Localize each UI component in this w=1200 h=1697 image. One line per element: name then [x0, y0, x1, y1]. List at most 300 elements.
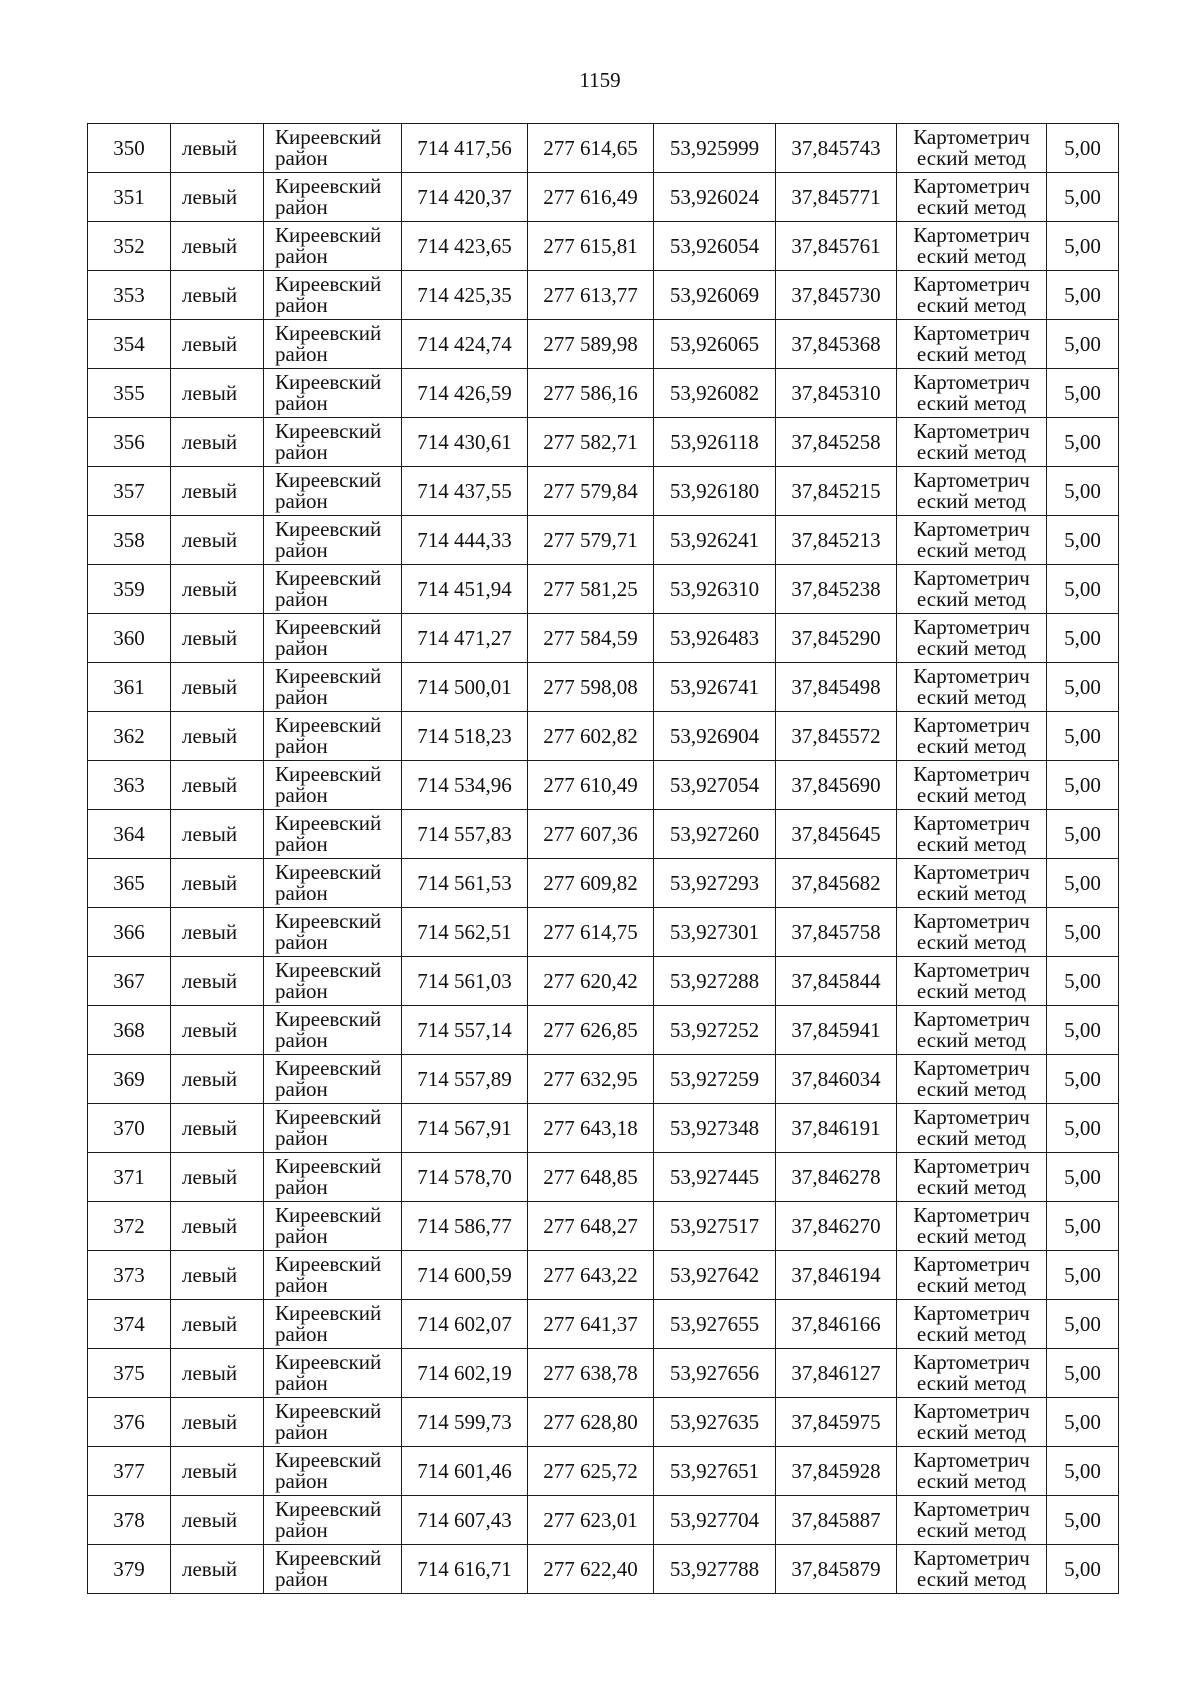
latitude-cell: 53,926483	[654, 614, 776, 663]
table-row	[88, 663, 1119, 712]
latitude-cell: 53,926024	[654, 173, 776, 222]
method-cell-line: Картометрич	[913, 272, 1030, 296]
longitude-cell: 37,845879	[776, 1545, 897, 1594]
method-cell	[897, 663, 1047, 712]
method-cell-line: Картометрич	[913, 1007, 1030, 1031]
district-cell-line: район	[275, 1175, 328, 1199]
longitude-cell: 37,845844	[776, 957, 897, 1006]
table-row	[88, 712, 1119, 761]
method-cell-line: Картометрич	[913, 125, 1030, 149]
method-cell-line: Картометрич	[913, 811, 1030, 835]
accuracy-cell: 5,00	[1047, 1349, 1119, 1398]
district-cell-line: Киреевский	[275, 860, 382, 884]
district-cell-line: Киреевский	[275, 125, 382, 149]
method-cell-line: Картометрич	[913, 1301, 1030, 1325]
method-cell	[897, 1398, 1047, 1447]
longitude-cell: 37,845290	[776, 614, 897, 663]
point-number-cell: 355	[88, 369, 171, 418]
district-cell-line: район	[275, 1273, 328, 1297]
method-cell-line: еский метод	[916, 244, 1027, 268]
bank-side-cell: левый	[171, 1447, 264, 1496]
bank-side-cell: левый	[171, 712, 264, 761]
bank-side-cell: левый	[171, 1006, 264, 1055]
table-row	[88, 761, 1119, 810]
method-cell-line: еский метод	[916, 342, 1027, 366]
accuracy-cell: 5,00	[1047, 1153, 1119, 1202]
district-cell-line: район	[275, 832, 328, 856]
accuracy-cell: 5,00	[1047, 418, 1119, 467]
point-number-cell: 379	[88, 1545, 171, 1594]
district-cell-line: Киреевский	[275, 468, 382, 492]
district-cell-line: район	[275, 930, 328, 954]
method-cell-line: Картометрич	[913, 664, 1030, 688]
method-cell	[897, 369, 1047, 418]
coordinate-x-cell: 714 424,74	[402, 320, 528, 369]
method-cell	[897, 1006, 1047, 1055]
coordinate-y-cell: 277 584,59	[528, 614, 654, 663]
method-cell-line: еский метод	[916, 391, 1027, 415]
latitude-cell: 53,927642	[654, 1251, 776, 1300]
district-cell	[264, 1006, 402, 1055]
coordinate-y-cell: 277 613,77	[528, 271, 654, 320]
latitude-cell: 53,927788	[654, 1545, 776, 1594]
district-cell-line: район	[275, 195, 328, 219]
method-cell	[897, 859, 1047, 908]
coordinate-y-cell: 277 643,18	[528, 1104, 654, 1153]
method-cell-line: еский метод	[916, 146, 1027, 170]
district-cell-line: Киреевский	[275, 909, 382, 933]
bank-side-cell: левый	[171, 320, 264, 369]
method-cell-line: еский метод	[916, 1273, 1027, 1297]
coordinate-x-cell: 714 444,33	[402, 516, 528, 565]
coordinate-y-cell: 277 616,49	[528, 173, 654, 222]
coordinate-y-cell: 277 586,16	[528, 369, 654, 418]
accuracy-cell: 5,00	[1047, 1447, 1119, 1496]
point-number-cell: 364	[88, 810, 171, 859]
latitude-cell: 53,927655	[654, 1300, 776, 1349]
district-cell-line: Киреевский	[275, 1399, 382, 1423]
district-cell-line: Киреевский	[275, 223, 382, 247]
district-cell-line: район	[275, 1420, 328, 1444]
method-cell	[897, 712, 1047, 761]
point-number-cell: 361	[88, 663, 171, 712]
method-cell	[897, 761, 1047, 810]
district-cell-line: Киреевский	[275, 713, 382, 737]
method-cell-line: Картометрич	[913, 1497, 1030, 1521]
accuracy-cell: 5,00	[1047, 271, 1119, 320]
method-cell	[897, 957, 1047, 1006]
district-cell-line: Киреевский	[275, 1497, 382, 1521]
accuracy-cell: 5,00	[1047, 1251, 1119, 1300]
method-cell-line: еский метод	[916, 636, 1027, 660]
district-cell	[264, 1153, 402, 1202]
method-cell-line: еский метод	[916, 832, 1027, 856]
district-cell-line: Киреевский	[275, 272, 382, 296]
bank-side-cell: левый	[171, 761, 264, 810]
table-row	[88, 1006, 1119, 1055]
accuracy-cell: 5,00	[1047, 222, 1119, 271]
point-number-cell: 362	[88, 712, 171, 761]
longitude-cell: 37,846194	[776, 1251, 897, 1300]
latitude-cell: 53,927288	[654, 957, 776, 1006]
method-cell-line: Картометрич	[913, 174, 1030, 198]
bank-side-cell: левый	[171, 271, 264, 320]
method-cell	[897, 614, 1047, 663]
longitude-cell: 37,845572	[776, 712, 897, 761]
district-cell-line: район	[275, 489, 328, 513]
district-cell-line: Киреевский	[275, 1154, 382, 1178]
district-cell-line: Киреевский	[275, 1252, 382, 1276]
district-cell	[264, 1545, 402, 1594]
bank-side-cell: левый	[171, 1398, 264, 1447]
method-cell-line: еский метод	[916, 489, 1027, 513]
accuracy-cell: 5,00	[1047, 1545, 1119, 1594]
table-row	[88, 859, 1119, 908]
accuracy-cell: 5,00	[1047, 1055, 1119, 1104]
district-cell-line: район	[275, 881, 328, 905]
district-cell-line: Киреевский	[275, 1546, 382, 1570]
district-cell	[264, 271, 402, 320]
district-cell-line: Киреевский	[275, 174, 382, 198]
district-cell-line: район	[275, 1126, 328, 1150]
method-cell-line: еский метод	[916, 1175, 1027, 1199]
longitude-cell: 37,845682	[776, 859, 897, 908]
district-cell-line: Киреевский	[275, 566, 382, 590]
method-cell	[897, 1202, 1047, 1251]
coordinate-y-cell: 277 607,36	[528, 810, 654, 859]
method-cell-line: Картометрич	[913, 223, 1030, 247]
district-cell-line: район	[275, 1322, 328, 1346]
coordinate-y-cell: 277 581,25	[528, 565, 654, 614]
latitude-cell: 53,927348	[654, 1104, 776, 1153]
coordinate-x-cell: 714 420,37	[402, 173, 528, 222]
bank-side-cell: левый	[171, 467, 264, 516]
bank-side-cell: левый	[171, 1055, 264, 1104]
district-cell-line: Киреевский	[275, 1105, 382, 1129]
point-number-cell: 367	[88, 957, 171, 1006]
district-cell	[264, 1398, 402, 1447]
coordinate-x-cell: 714 557,14	[402, 1006, 528, 1055]
district-cell-line: район	[275, 440, 328, 464]
coordinate-y-cell: 277 648,27	[528, 1202, 654, 1251]
district-cell-line: район	[275, 685, 328, 709]
method-cell-line: Картометрич	[913, 860, 1030, 884]
longitude-cell: 37,846278	[776, 1153, 897, 1202]
latitude-cell: 53,927445	[654, 1153, 776, 1202]
longitude-cell: 37,845310	[776, 369, 897, 418]
table-row	[88, 1447, 1119, 1496]
longitude-cell: 37,845645	[776, 810, 897, 859]
coordinate-y-cell: 277 643,22	[528, 1251, 654, 1300]
point-number-cell: 359	[88, 565, 171, 614]
coordinate-x-cell: 714 602,07	[402, 1300, 528, 1349]
longitude-cell: 37,845258	[776, 418, 897, 467]
method-cell-line: еский метод	[916, 587, 1027, 611]
method-cell-line: Картометрич	[913, 1546, 1030, 1570]
longitude-cell: 37,845730	[776, 271, 897, 320]
point-number-cell: 352	[88, 222, 171, 271]
table-row	[88, 124, 1119, 173]
method-cell-line: Картометрич	[913, 370, 1030, 394]
table-row	[88, 810, 1119, 859]
table-body	[88, 124, 1119, 1594]
latitude-cell: 53,927517	[654, 1202, 776, 1251]
method-cell-line: Картометрич	[913, 321, 1030, 345]
district-cell	[264, 565, 402, 614]
coordinate-y-cell: 277 598,08	[528, 663, 654, 712]
method-cell	[897, 222, 1047, 271]
point-number-cell: 358	[88, 516, 171, 565]
point-number-cell: 368	[88, 1006, 171, 1055]
coordinate-x-cell: 714 601,46	[402, 1447, 528, 1496]
district-cell-line: район	[275, 587, 328, 611]
longitude-cell: 37,846191	[776, 1104, 897, 1153]
latitude-cell: 53,926180	[654, 467, 776, 516]
district-cell-line: район	[275, 1518, 328, 1542]
bank-side-cell: левый	[171, 810, 264, 859]
coordinate-x-cell: 714 578,70	[402, 1153, 528, 1202]
district-cell-line: район	[275, 244, 328, 268]
table-row	[88, 1300, 1119, 1349]
point-number-cell: 353	[88, 271, 171, 320]
accuracy-cell: 5,00	[1047, 908, 1119, 957]
district-cell-line: Киреевский	[275, 1350, 382, 1374]
latitude-cell: 53,927293	[654, 859, 776, 908]
method-cell-line: еский метод	[916, 881, 1027, 905]
latitude-cell: 53,927656	[654, 1349, 776, 1398]
method-cell-line: Картометрич	[913, 419, 1030, 443]
method-cell-line: еский метод	[916, 979, 1027, 1003]
district-cell-line: район	[275, 1224, 328, 1248]
coordinates-table	[87, 123, 1119, 1594]
district-cell-line: Киреевский	[275, 1007, 382, 1031]
method-cell-line: еский метод	[916, 1567, 1027, 1591]
bank-side-cell: левый	[171, 1496, 264, 1545]
latitude-cell: 53,927301	[654, 908, 776, 957]
longitude-cell: 37,846127	[776, 1349, 897, 1398]
coordinate-y-cell: 277 625,72	[528, 1447, 654, 1496]
point-number-cell: 366	[88, 908, 171, 957]
coordinate-y-cell: 277 615,81	[528, 222, 654, 271]
method-cell	[897, 124, 1047, 173]
district-cell	[264, 614, 402, 663]
district-cell-line: Киреевский	[275, 517, 382, 541]
district-cell-line: район	[275, 783, 328, 807]
point-number-cell: 351	[88, 173, 171, 222]
longitude-cell: 37,845975	[776, 1398, 897, 1447]
coordinate-y-cell: 277 614,65	[528, 124, 654, 173]
method-cell-line: еский метод	[916, 538, 1027, 562]
coordinate-x-cell: 714 557,83	[402, 810, 528, 859]
method-cell	[897, 1153, 1047, 1202]
method-cell	[897, 516, 1047, 565]
table-row	[88, 271, 1119, 320]
method-cell-line: Картометрич	[913, 1154, 1030, 1178]
district-cell-line: район	[275, 1567, 328, 1591]
bank-side-cell: левый	[171, 124, 264, 173]
method-cell-line: Картометрич	[913, 1252, 1030, 1276]
method-cell	[897, 908, 1047, 957]
coordinate-y-cell: 277 582,71	[528, 418, 654, 467]
district-cell	[264, 859, 402, 908]
table-row	[88, 614, 1119, 663]
district-cell	[264, 1496, 402, 1545]
latitude-cell: 53,927054	[654, 761, 776, 810]
district-cell-line: район	[275, 636, 328, 660]
longitude-cell: 37,845215	[776, 467, 897, 516]
coordinate-x-cell: 714 500,01	[402, 663, 528, 712]
table-row	[88, 222, 1119, 271]
coordinate-x-cell: 714 600,59	[402, 1251, 528, 1300]
table-row	[88, 1545, 1119, 1594]
point-number-cell: 378	[88, 1496, 171, 1545]
point-number-cell: 371	[88, 1153, 171, 1202]
coordinate-y-cell: 277 614,75	[528, 908, 654, 957]
method-cell	[897, 467, 1047, 516]
district-cell-line: район	[275, 293, 328, 317]
method-cell	[897, 1104, 1047, 1153]
bank-side-cell: левый	[171, 614, 264, 663]
table-row	[88, 1398, 1119, 1447]
page-number: 1159	[579, 68, 621, 92]
district-cell-line: район	[275, 538, 328, 562]
method-cell-line: еский метод	[916, 293, 1027, 317]
table-row	[88, 908, 1119, 957]
district-cell	[264, 467, 402, 516]
longitude-cell: 37,845743	[776, 124, 897, 173]
bank-side-cell: левый	[171, 369, 264, 418]
district-cell-line: Киреевский	[275, 370, 382, 394]
method-cell	[897, 1300, 1047, 1349]
district-cell-line: район	[275, 1077, 328, 1101]
method-cell-line: Картометрич	[913, 1203, 1030, 1227]
accuracy-cell: 5,00	[1047, 516, 1119, 565]
method-cell-line: еский метод	[916, 195, 1027, 219]
method-cell-line: еский метод	[916, 685, 1027, 709]
coordinate-x-cell: 714 518,23	[402, 712, 528, 761]
table-row	[88, 957, 1119, 1006]
table-row	[88, 1251, 1119, 1300]
point-number-cell: 356	[88, 418, 171, 467]
method-cell	[897, 1496, 1047, 1545]
method-cell-line: Картометрич	[913, 517, 1030, 541]
longitude-cell: 37,845213	[776, 516, 897, 565]
coordinate-y-cell: 277 579,71	[528, 516, 654, 565]
district-cell-line: район	[275, 1371, 328, 1395]
point-number-cell: 374	[88, 1300, 171, 1349]
longitude-cell: 37,845771	[776, 173, 897, 222]
coordinate-y-cell: 277 632,95	[528, 1055, 654, 1104]
method-cell-line: Картометрич	[913, 909, 1030, 933]
coordinate-y-cell: 277 620,42	[528, 957, 654, 1006]
coordinate-y-cell: 277 628,80	[528, 1398, 654, 1447]
district-cell	[264, 957, 402, 1006]
table-row	[88, 1202, 1119, 1251]
point-number-cell: 360	[88, 614, 171, 663]
longitude-cell: 37,846166	[776, 1300, 897, 1349]
point-number-cell: 375	[88, 1349, 171, 1398]
district-cell-line: район	[275, 146, 328, 170]
district-cell-line: район	[275, 1469, 328, 1493]
method-cell	[897, 271, 1047, 320]
method-cell-line: Картометрич	[913, 713, 1030, 737]
bank-side-cell: левый	[171, 957, 264, 1006]
district-cell-line: Киреевский	[275, 419, 382, 443]
latitude-cell: 53,926310	[654, 565, 776, 614]
table-row	[88, 1055, 1119, 1104]
longitude-cell: 37,845941	[776, 1006, 897, 1055]
accuracy-cell: 5,00	[1047, 173, 1119, 222]
district-cell	[264, 1300, 402, 1349]
method-cell-line: Картометрич	[913, 1056, 1030, 1080]
point-number-cell: 370	[88, 1104, 171, 1153]
district-cell	[264, 1349, 402, 1398]
point-number-cell: 372	[88, 1202, 171, 1251]
coordinate-x-cell: 714 561,53	[402, 859, 528, 908]
point-number-cell: 354	[88, 320, 171, 369]
district-cell	[264, 908, 402, 957]
district-cell	[264, 1104, 402, 1153]
bank-side-cell: левый	[171, 516, 264, 565]
district-cell-line: Киреевский	[275, 958, 382, 982]
district-cell-line: Киреевский	[275, 1056, 382, 1080]
coordinate-y-cell: 277 609,82	[528, 859, 654, 908]
district-cell	[264, 1202, 402, 1251]
method-cell	[897, 1349, 1047, 1398]
coordinate-y-cell: 277 602,82	[528, 712, 654, 761]
table-row	[88, 565, 1119, 614]
accuracy-cell: 5,00	[1047, 467, 1119, 516]
district-cell-line: Киреевский	[275, 1301, 382, 1325]
method-cell-line: еский метод	[916, 1518, 1027, 1542]
coordinate-y-cell: 277 641,37	[528, 1300, 654, 1349]
district-cell-line: район	[275, 734, 328, 758]
district-cell	[264, 516, 402, 565]
coordinate-x-cell: 714 557,89	[402, 1055, 528, 1104]
bank-side-cell: левый	[171, 1545, 264, 1594]
method-cell	[897, 565, 1047, 614]
point-number-cell: 373	[88, 1251, 171, 1300]
district-cell-line: Киреевский	[275, 1448, 382, 1472]
method-cell-line: еский метод	[916, 1469, 1027, 1493]
table-row	[88, 467, 1119, 516]
table-row	[88, 418, 1119, 467]
table-row	[88, 173, 1119, 222]
district-cell	[264, 1447, 402, 1496]
point-number-cell: 363	[88, 761, 171, 810]
method-cell-line: Картометрич	[913, 762, 1030, 786]
longitude-cell: 37,846034	[776, 1055, 897, 1104]
coordinate-x-cell: 714 425,35	[402, 271, 528, 320]
bank-side-cell: левый	[171, 663, 264, 712]
district-cell-line: район	[275, 342, 328, 366]
bank-side-cell: левый	[171, 1251, 264, 1300]
district-cell	[264, 712, 402, 761]
method-cell-line: еский метод	[916, 783, 1027, 807]
coordinate-y-cell: 277 638,78	[528, 1349, 654, 1398]
accuracy-cell: 5,00	[1047, 663, 1119, 712]
longitude-cell: 37,846270	[776, 1202, 897, 1251]
method-cell-line: еский метод	[916, 1077, 1027, 1101]
bank-side-cell: левый	[171, 1300, 264, 1349]
method-cell-line: Картометрич	[913, 468, 1030, 492]
accuracy-cell: 5,00	[1047, 957, 1119, 1006]
coordinate-x-cell: 714 586,77	[402, 1202, 528, 1251]
bank-side-cell: левый	[171, 565, 264, 614]
bank-side-cell: левый	[171, 859, 264, 908]
district-cell-line: район	[275, 979, 328, 1003]
district-cell	[264, 222, 402, 271]
